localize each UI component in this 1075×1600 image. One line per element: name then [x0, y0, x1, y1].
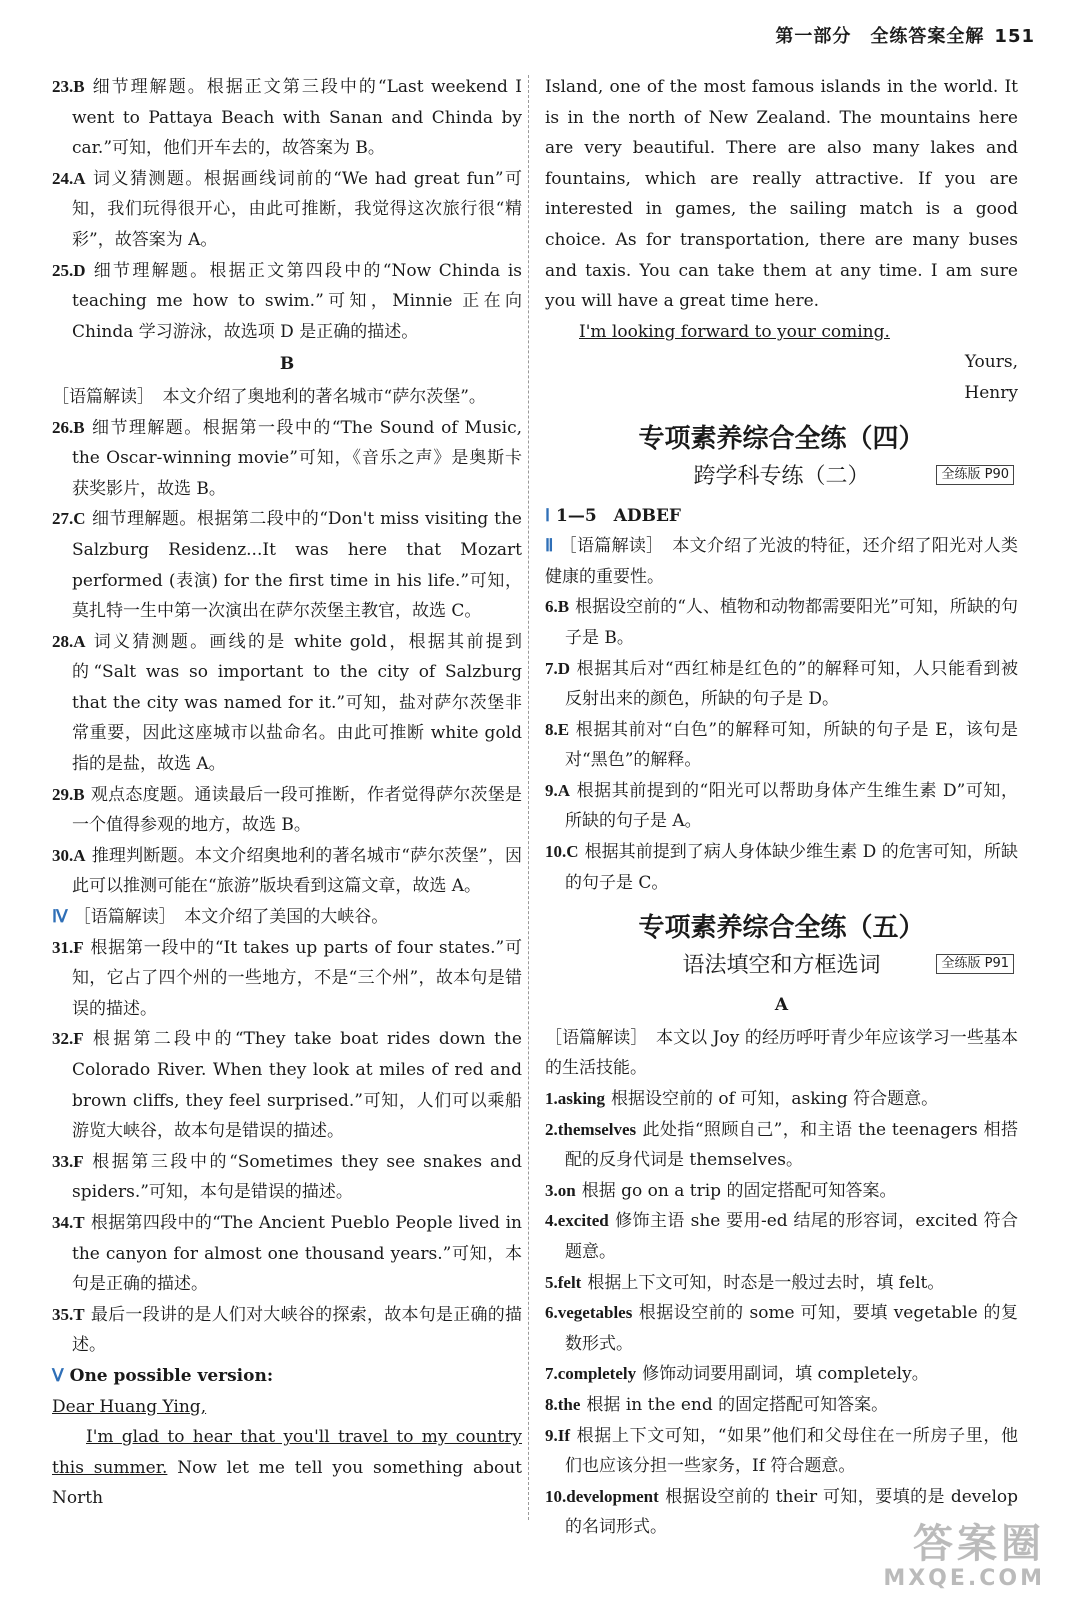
answer-7: 7.D 根据其后对“西红柿是红色的”的解释可知，人只能看到被反射出来的颜色，所缺的句子是 D。	[545, 658, 1018, 710]
letter-body-continued: Island, one of the most famous islands in the world. It is in the north of New Zealand. The mountains here are very beautiful. There are also many lakes and fountains, which are really attractive. If you are interested in games, the sailing match is a good choice. As for transportation, there are many buses and taxis. You can take them at any time. I am sure you will have a great time here.	[545, 77, 1018, 312]
section-title: 第一部分 全练答案全解	[775, 26, 985, 47]
answer-10: 10.C 根据其前提到了病人身体缺少维生素 D 的危害可知，所缺的句子是 C。	[545, 842, 1018, 893]
answer-25: 25.D 细节理解题。根据正文第四段中的“Now Chinda is teaching me how to swim.”可知，Minnie 正在向 Chinda 学习游泳，故选项 D 是正确的描述。	[52, 260, 522, 342]
section-five-subtitle: 语法填空和方框选词	[682, 953, 881, 979]
answer-8: 8.E 根据其前对“白色”的解释可知，所缺的句子是 E，该句是对“黑色”的解释。	[545, 719, 1018, 771]
answer-24: 24.A 词义猜测题。根据画线词前的“We had great fun”可知，我们玩得很开心，由此可推断，我觉得这次旅行很“精彩”，故答案为 A。	[52, 168, 522, 250]
answer-33: 33.F 根据第三段中的“Sometimes they see snakes and spiders.”可知，本句是错误的描述。	[52, 1151, 522, 1203]
letter-closing-line: I'm looking forward to your coming.	[579, 321, 890, 342]
answer-30: 30.A 推理判断题。本文介绍奥地利的著名城市“萨尔茨堡”，因此可以推测可能在“旅游”版块看到这篇文章，故选 A。	[52, 845, 522, 897]
section-four-title: 专项素养综合全练（四）	[638, 423, 925, 454]
reading-note-b: ［语篇解读］ 本文介绍了奥地利的著名城市“萨尔茨堡”。	[52, 386, 486, 407]
letter-yours: Yours,	[964, 352, 1018, 373]
letter-signature: Henry	[964, 382, 1018, 403]
grammar-answer-10: 10.development 根据设空前的 their 可知，要填的是 develop 的名词形式。	[545, 1486, 1018, 1538]
answer-28: 28.A 词义猜测题。画线的是 white gold，根据其前提到的“Salt was so important to the city of Salzburg that the city was named for it.”可知，盐对萨尔茨堡非常重要，因此这座城市以盐命名。由此可推断 white gold 指的是盐，故选 A。	[52, 631, 522, 775]
grammar-answer-9: 9.If 根据上下文可知，“如果”他们和父母住在一所房子里，他们也应该分担一些家务，If 符合题意。	[545, 1425, 1018, 1477]
grammar-answer-8: 8.the 根据 in the end 的固定搭配可知答案。	[545, 1394, 889, 1415]
answer-32: 32.F 根据第二段中的“They take boat rides down the Colorado River. When they look at miles of red and brown cliffs, they feel surprised.”可知，人们可以乘船游览大峡谷，故本句是错误的描述。	[52, 1029, 522, 1142]
section-b-heading: B	[279, 354, 295, 375]
section-four-subtitle: 跨学科专练（二）	[693, 463, 870, 489]
watermark-logo: 答案圈 MXQE.COM	[883, 1521, 1045, 1591]
section-five-title: 专项素养综合全练（五）	[638, 913, 925, 944]
section-a-heading: A	[774, 995, 789, 1016]
letter-body-start: I'm glad to hear that you'll travel to my country this summer. Now let me tell you something about North	[52, 1427, 522, 1509]
grammar-answer-5: 5.felt 根据上下文可知，时态是一般过去时，填 felt。	[545, 1272, 945, 1293]
grammar-answer-1: 1.asking 根据设空前的 of 可知，asking 符合题意。	[545, 1089, 939, 1110]
answer-29: 29.B 观点态度题。通读最后一段可推断，作者觉得萨尔茨堡是一个值得参观的地方，故选 B。	[52, 784, 522, 836]
section-four-subtitle-row	[545, 459, 1018, 495]
letter-greeting: Dear Huang Ying,	[52, 1396, 207, 1417]
reading-note-a: ［语篇解读］ 本文以 Joy 的经历呼吁青少年应该学习一些基本的生活技能。	[545, 1027, 1018, 1079]
answer-35: 35.T 最后一段讲的是人们对大峡谷的探索，故本句是正确的描述。	[52, 1304, 522, 1356]
section-five-subtitle-row	[545, 948, 1018, 984]
right-column	[545, 72, 1018, 1543]
grammar-answer-7: 7.completely 修饰动词要用副词，填 completely。	[545, 1364, 929, 1385]
grammar-answer-4: 4.excited 修饰主语 she 要用-ed 结尾的形容词，excited 符合题意。	[545, 1211, 1018, 1262]
page-header	[40, 22, 1035, 48]
grammar-answer-6: 6.vegetables 根据设空前的 some 可知，要填 vegetable 的复数形式。	[545, 1303, 1018, 1354]
page-ref-tag: 全练版 P90	[936, 465, 1014, 485]
answer-27: 27.C 细节理解题。根据第二段中的“Don't miss visiting the Salzburg Residenz...It was here that Mozart performed (表演) for the first time in his life.”可知，莫扎特一生中第一次演出在萨尔茨堡主教官，故选 C。	[52, 509, 522, 622]
grammar-answer-3: 3.on 根据 go on a trip 的固定搭配可知答案。	[545, 1180, 897, 1201]
answer-23: 23.B 细节理解题。根据正文第三段中的“Last weekend I went to Pattaya Beach with Sanan and Chinda by car.”可知，他们开车去的，故答案为 B。	[52, 77, 522, 159]
part-ii-reading-note: Ⅱ ［语篇解读］ 本文介绍了光波的特征，还介绍了阳光对人类健康的重要性。	[545, 536, 1018, 587]
part-i-answers: Ⅰ 1—5 ADBEF	[545, 505, 682, 526]
reading-note-iv: Ⅳ ［语篇解读］ 本文介绍了美国的大峡谷。	[52, 907, 389, 928]
answer-9: 9.A 根据其前提到的“阳光可以帮助身体产生维生素 D”可知，所缺的句子是 A。	[545, 780, 1018, 832]
column-divider	[528, 75, 530, 1520]
answer-6: 6.B 根据设空前的“人、植物和动物都需要阳光”可知，所缺的句子是 B。	[545, 597, 1018, 648]
page-number: 151	[994, 26, 1035, 47]
part-v-heading: Ⅴ One possible version:	[52, 1365, 274, 1386]
left-column	[52, 72, 522, 1514]
answer-26: 26.B 细节理解题。根据第一段中的“The Sound of Music, the Oscar-winning movie”可知，《音乐之声》是奥斯卡获奖影片，故选 B。	[52, 417, 522, 499]
answer-31: 31.F 根据第一段中的“It takes up parts of four states.”可知，它占了四个州的一些地方，不是“三个州”，故本句是错误的描述。	[52, 937, 522, 1019]
grammar-answer-2: 2.themselves 此处指“照顾自己”，和主语 the teenagers 相搭配的反身代词是 themselves。	[545, 1119, 1018, 1171]
page-ref-tag: 全练版 P91	[936, 954, 1014, 974]
answer-34: 34.T 根据第四段中的“The Ancient Pueblo People lived in the canyon for almost one thousand years.”可知，本句是正确的描述。	[52, 1212, 522, 1295]
